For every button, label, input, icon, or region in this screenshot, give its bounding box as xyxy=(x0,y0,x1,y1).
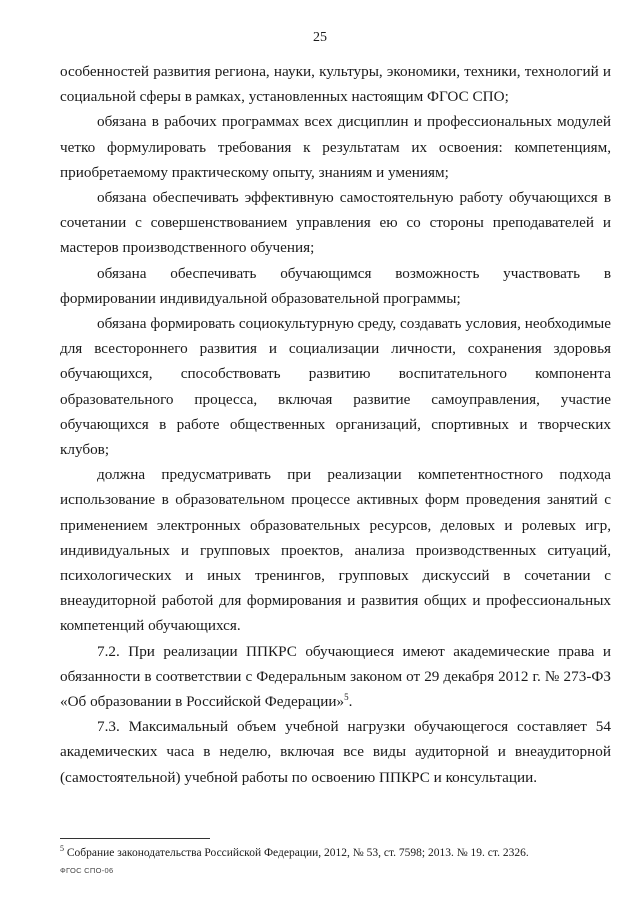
paragraph-individual-program-line2: формировании индивидуальной образовательной программы; xyxy=(60,289,461,307)
academic-rights-text: 7.2. При реализации ППКРС обучающиеся имеют академические права и обязанности в соответствии с Федеральным законом от 29 декабря 2012 г. № 273-ФЗ «Об образовании в Российской Федерации» xyxy=(60,642,611,711)
paragraph-work-programs: обязана в рабочих программах всех дисциплин и профессиональных модулей четко формулировать требования к результатам их освоения: компетенциям, приобретаемому практическому опыту, знаниям и умениям; xyxy=(60,113,611,181)
academic-rights-end: . xyxy=(348,693,353,711)
footnote-reference: 5 xyxy=(344,692,349,703)
paragraph-individual-program-line1: обязана обеспечивать обучающимся возможность участвовать в xyxy=(97,264,611,282)
footnote-text: Собрание законодательства Российской Федерации, 2012, № 53, ст. 7598; 2013. № 19. ст. 2326. xyxy=(64,847,529,859)
paragraph-continuation: особенностей развития региона, науки, культуры, экономики, техники, технологий и социальной сферы в рамках, установленных настоящим ФГОС СПО; xyxy=(60,63,611,106)
page-number: 25 xyxy=(313,30,327,45)
paragraph-sociocultural-environment: обязана формировать социокультурную среду, создавать условия, необходимые для всестороннего развития и социализации личности, сохранения здоровья обучающихся, способствовать развитию воспитательного компонента образовательного процесса, включая развитие самоуправления, участие обучающихся в работе общественных организаций, спортивных и творческих клубов; xyxy=(60,315,611,459)
paragraph-max-load: 7.3. Максимальный объем учебной нагрузки обучающегося составляет 54 академических часа в неделю, включая все виды аудиторной и внеаудиторной (самостоятельной) учебной работы по освоению ППКРС и консультации. xyxy=(60,718,611,786)
paragraph-academic-rights xyxy=(60,639,611,715)
footnote xyxy=(60,846,620,860)
footnote-divider xyxy=(60,838,210,839)
paragraph-competence-approach: должна предусматривать при реализации компетентностного подхода использование в образовательном процессе активных форм проведения занятий с применением электронных образовательных ресурсов, деловых и ролевых игр, индивидуальных и групповых проектов, анализа производственных ситуаций, психологических и иных тренингов, групповых дискуссий в сочетании с внеаудиторной работой для формирования и развития общих и профессиональных компетенций обучающихся. xyxy=(60,466,611,635)
body-text xyxy=(60,59,611,790)
footnote-marker: 5 xyxy=(60,844,64,854)
paragraph-independent-work: обязана обеспечивать эффективную самостоятельную работу обучающихся в сочетании с совершенствованием управления ею со стороны преподавателей и мастеров производственного обучения; xyxy=(60,189,611,257)
document-stamp: ФГОС СПО-06 xyxy=(60,866,114,875)
